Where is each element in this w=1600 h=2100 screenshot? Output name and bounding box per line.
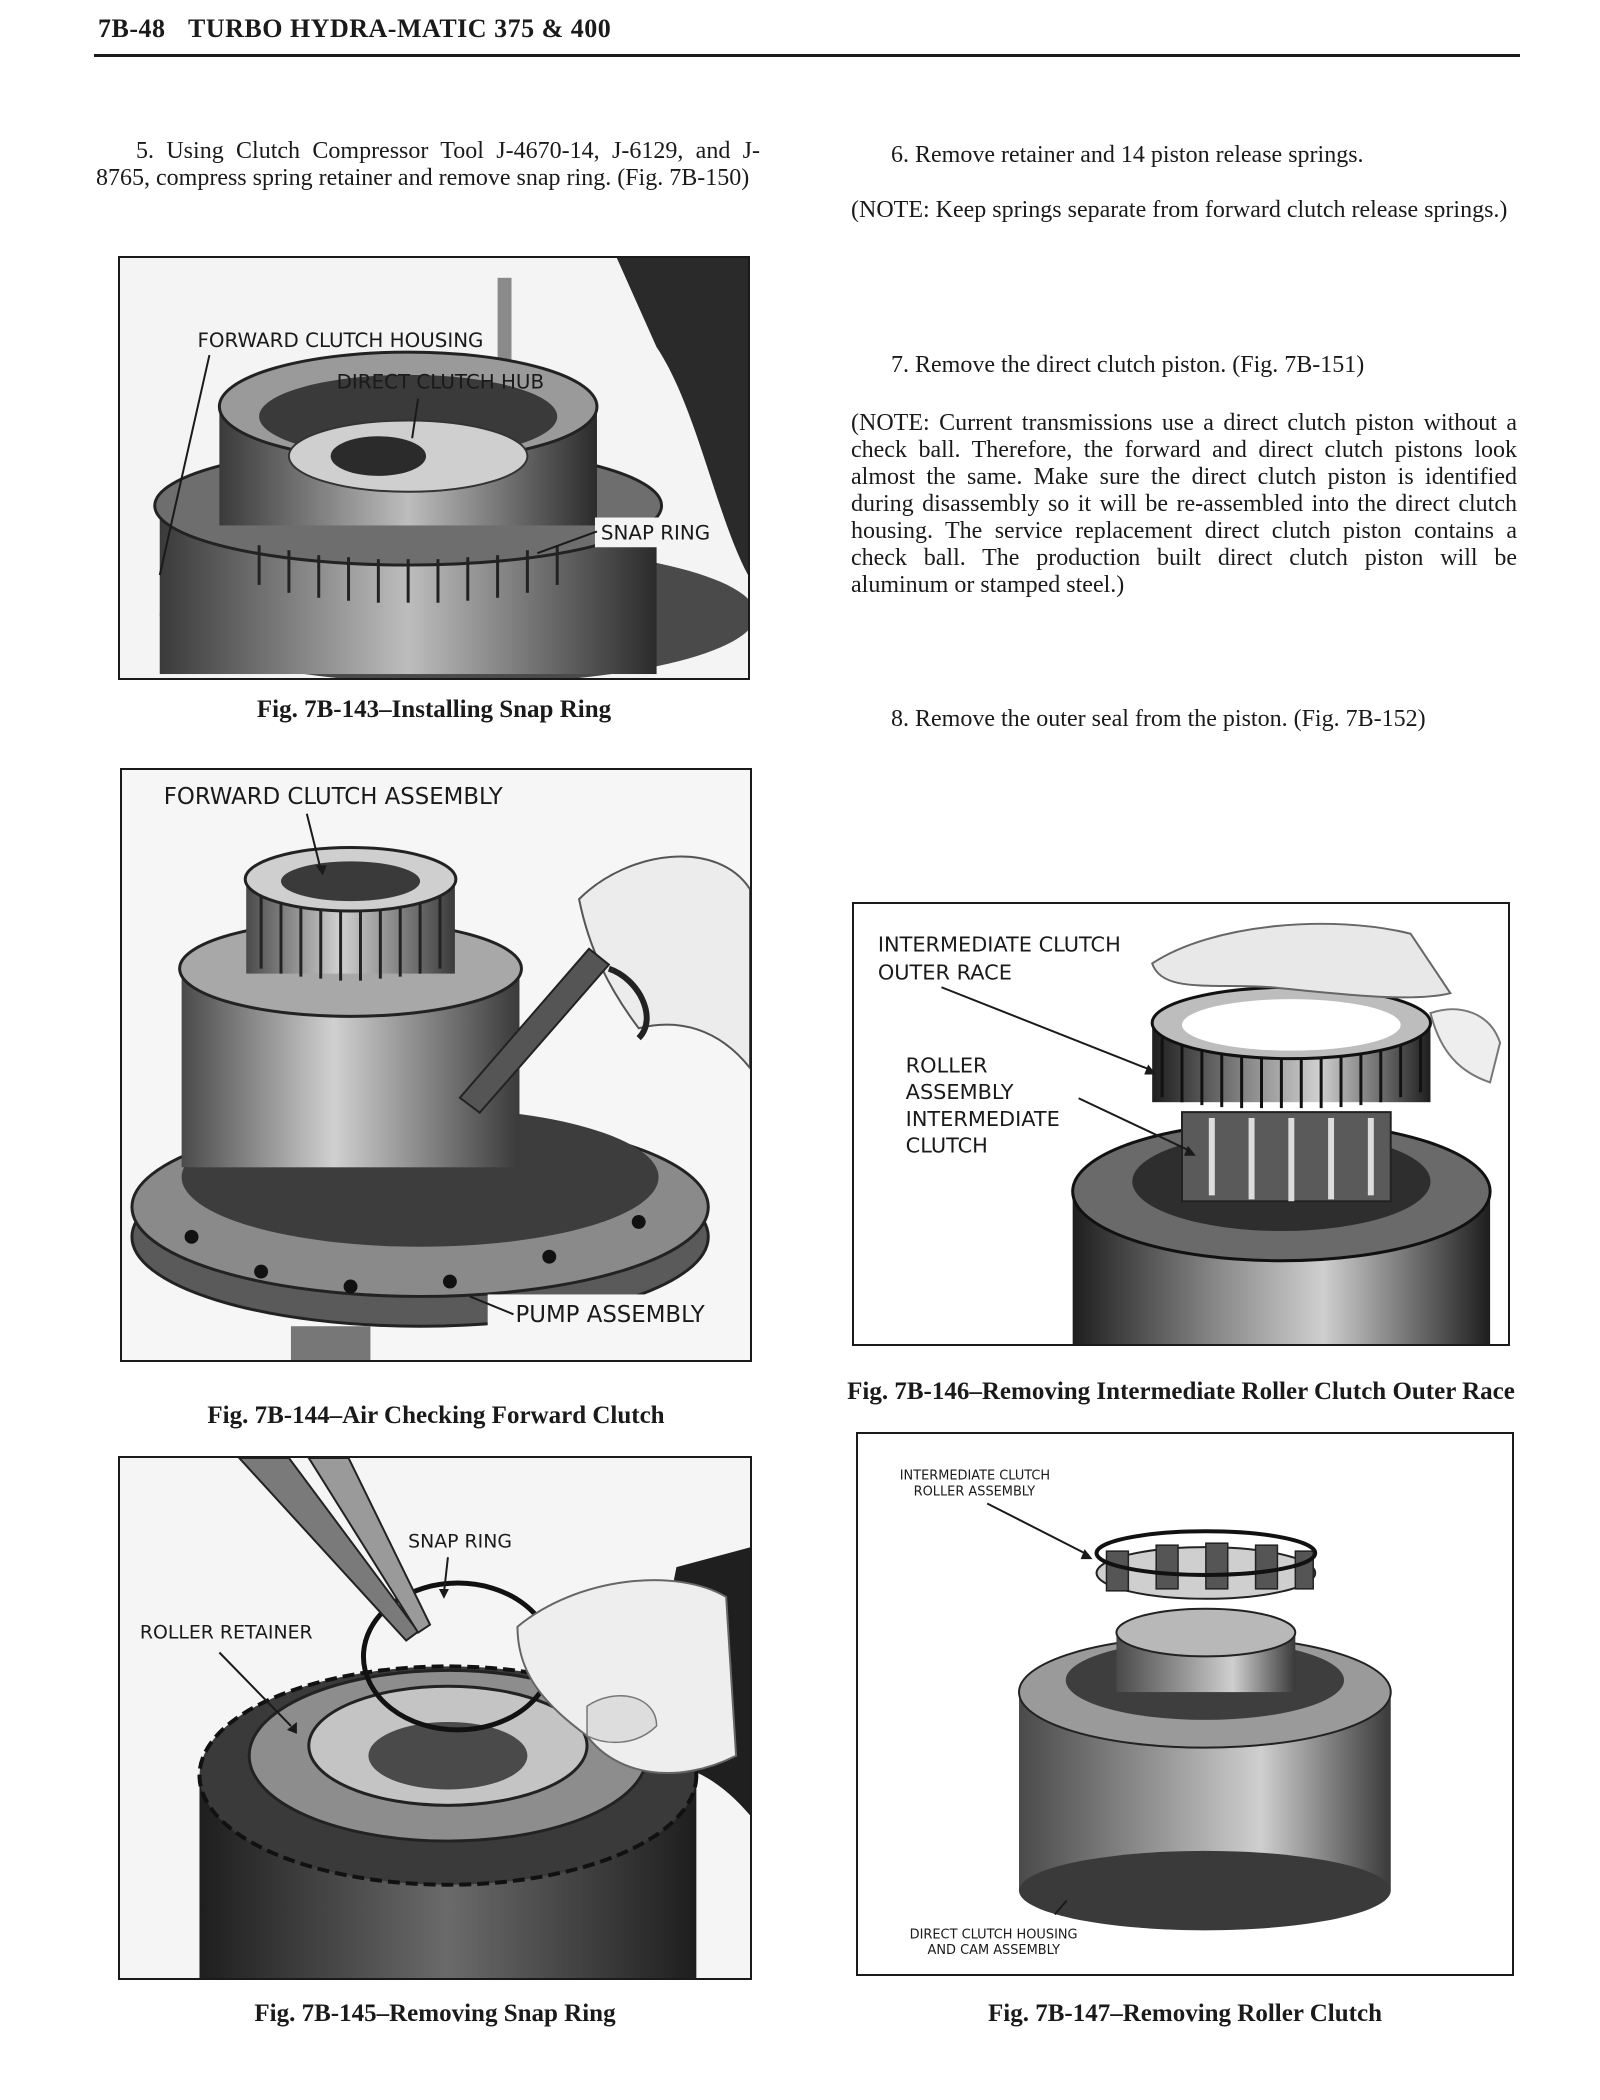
step-8-text: 8. Remove the outer seal from the piston. (Fig. 7B-152) (891, 706, 1426, 732)
caption-fig-145: Fig. 7B-145–Removing Snap Ring (254, 2000, 616, 2027)
fig-143-illustration (120, 258, 748, 678)
fig-147-illustration (858, 1434, 1512, 1974)
label-outer-race-line1: INTERMEDIATE CLUTCH (877, 932, 1121, 957)
label-roller-line2: ASSEMBLY (905, 1080, 1014, 1105)
label-roller-retainer: ROLLER RETAINER (139, 1621, 313, 1644)
caption-fig-147: Fig. 7B-147–Removing Roller Clutch (988, 2000, 1382, 2027)
page-number: 7B-48 (98, 14, 166, 43)
label-roller-line4: CLUTCH (905, 1133, 988, 1158)
fig-145-illustration (120, 1458, 750, 1978)
label-direct-clutch-hub: DIRECT CLUTCH HUB (336, 370, 545, 394)
label-roller-assembly-line2: ROLLER ASSEMBLY (913, 1484, 1036, 1500)
label-roller-assembly-line1: INTERMEDIATE CLUTCH (899, 1468, 1051, 1484)
caption-fig-143: Fig. 7B-143–Installing Snap Ring (256, 696, 612, 723)
label-cam-assembly-line2: AND CAM ASSEMBLY (927, 1943, 1060, 1959)
figure-7b-143 (118, 256, 750, 680)
fig-144-illustration (122, 770, 750, 1360)
step-7-note: (NOTE: Current transmissions use a direct clutch piston without a check ball. Therefore, the forward and direct clutch pistons look almost the same. Make sure the direct clutch piston is identified during disassembly so it will be re-assembled into the direct clutch housing. The service replacement direct clutch piston contains a check ball. The production built direct clutch piston will be aluminum or stamped steel.) (851, 410, 1517, 598)
fig-146-illustration (854, 904, 1508, 1344)
caption-fig-144: Fig. 7B-144–Air Checking Forward Clutch (207, 1402, 665, 1429)
label-cam-assembly-line1: DIRECT CLUTCH HOUSING (909, 1927, 1078, 1943)
figure-7b-147 (856, 1432, 1514, 1976)
caption-fig-146: Fig. 7B-146–Removing Intermediate Roller Clutch Outer Race (847, 1378, 1515, 1405)
label-roller-line3: INTERMEDIATE (905, 1107, 1060, 1131)
label-outer-race-line2: OUTER RACE (877, 960, 1012, 985)
step-7-text: 7. Remove the direct clutch piston. (Fig. 7B-151) (891, 352, 1365, 378)
label-snap-ring: SNAP RING (408, 1530, 512, 1553)
page-title: TURBO HYDRA-MATIC 375 & 400 (188, 14, 612, 43)
label-forward-clutch-assembly: FORWARD CLUTCH ASSEMBLY (163, 783, 503, 810)
figure-7b-144 (120, 768, 752, 1362)
label-pump-assembly: PUMP ASSEMBLY (515, 1302, 705, 1329)
figure-7b-146 (852, 902, 1510, 1346)
label-forward-clutch-housing: FORWARD CLUTCH HOUSING (197, 329, 484, 353)
label-roller-line1: ROLLER (905, 1053, 988, 1078)
step-6-text: 6. Remove retainer and 14 piston release springs. (891, 142, 1364, 168)
step-6-note: (NOTE: Keep springs separate from forward clutch release springs.) (851, 197, 1508, 223)
header-rule (94, 54, 1520, 57)
step-5-text: 5. Using Clutch Compressor Tool J-4670-14, J-6129, and J-8765, compress spring retainer and remove snap ring. (Fig. 7B-150) (96, 138, 760, 191)
label-snap-ring: SNAP RING (600, 521, 711, 545)
figure-7b-145 (118, 1456, 752, 1980)
